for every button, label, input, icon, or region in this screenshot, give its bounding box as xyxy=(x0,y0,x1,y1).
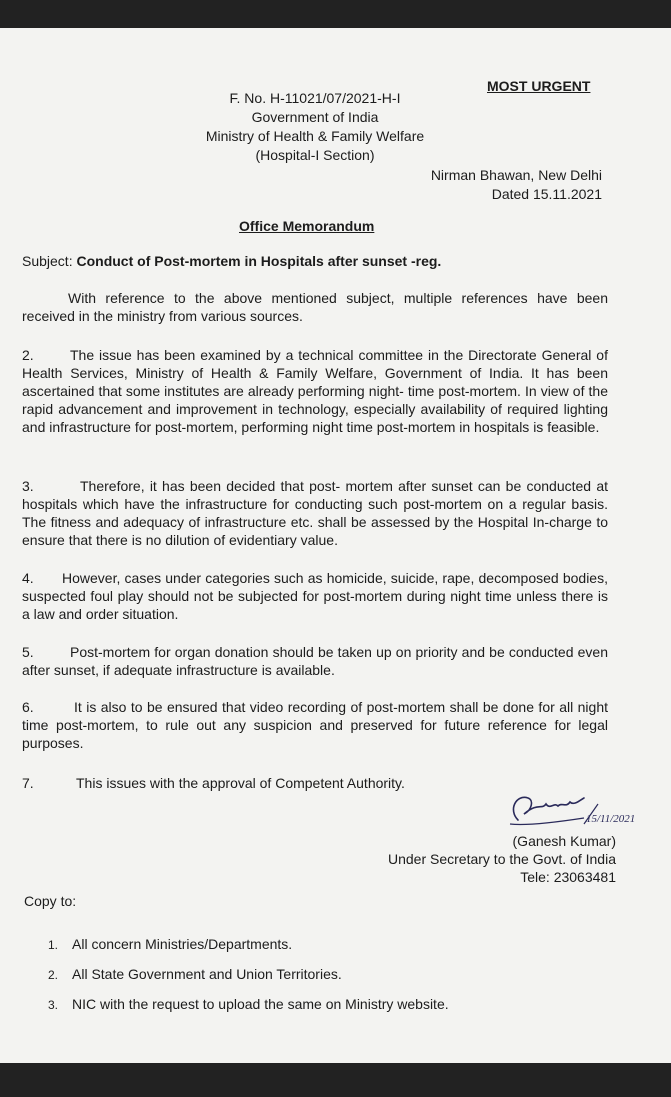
priority-label: MOST URGENT xyxy=(487,78,591,94)
paragraph-text: This issues with the approval of Competent Authority. xyxy=(76,775,405,791)
org-line: (Hospital-I Section) xyxy=(255,147,375,163)
paragraph-text: Therefore, it has been decided that post- mortem after sunset can be conducted at hospitals which have the infrastructure for conducting such post-mortem on a regular basis. The fitness and adequacy of infrastructure etc. shall be assessed by the Hospital In-charge to ensure that there is no dilution of evidentiary value. xyxy=(22,478,608,548)
signatory-tele: Tele: 23063481 xyxy=(520,869,616,885)
subject-label: Subject: xyxy=(22,253,73,269)
paragraph-text: However, cases under categories such as homicide, suicide, rape, decomposed bodies, suspected foul play should not be subjected for post-mortem during night time unless there is a law and order situation. xyxy=(22,570,608,622)
paragraph-number: 7. xyxy=(22,775,34,791)
paragraph-number: 6. xyxy=(22,699,34,715)
subject-text: Conduct of Post-mortem in Hospitals after sunset -reg. xyxy=(76,253,442,269)
paragraph-5 xyxy=(22,643,608,679)
place-date xyxy=(380,166,602,204)
org-line: Government of India xyxy=(251,109,379,125)
bottom-border xyxy=(0,1063,671,1097)
document-type: Office Memorandum xyxy=(239,218,375,234)
paragraph-text: The issue has been examined by a technical committee in the Directorate General of Health Services, Ministry of Health & Family Welfare, Government of India. It has been ascertained that some institutes are already performing night- time post-mortem. In view of the rapid advancement and improvement in technology, especially availability of required lighting and infrastructure for post-mortem, performing night time post-mortem in hospitals is feasible. xyxy=(22,347,608,435)
paragraph-text: Post-mortem for organ donation should be taken up on priority and be conducted even after sunset, if adequate infrastructure is available. xyxy=(22,644,608,678)
paragraph-4 xyxy=(22,569,608,623)
paragraph-number: 3. xyxy=(22,478,34,494)
org-line: Ministry of Health & Family Welfare xyxy=(205,128,425,144)
signatory-designation: Under Secretary to the Govt. of India xyxy=(387,851,616,867)
paragraph-6 xyxy=(22,698,608,752)
file-number: F. No. H-11021/07/2021-H-I xyxy=(229,90,401,106)
list-item: 3. NIC with the request to upload the same on Ministry website. xyxy=(48,996,449,1012)
paragraph-1: With reference to the above mentioned subject, multiple references have been received in the ministry from various sources. xyxy=(22,290,608,324)
paragraph-3 xyxy=(22,477,608,549)
signature-block xyxy=(340,832,616,886)
date: Dated 15.11.2021 xyxy=(491,186,602,202)
subject-line xyxy=(22,253,441,269)
top-border xyxy=(0,0,671,28)
paragraph-number: 4. xyxy=(22,570,34,586)
list-item: 1. All concern Ministries/Departments. xyxy=(48,936,293,952)
paragraph-number: 2. xyxy=(22,347,34,363)
copy-to-list xyxy=(48,930,449,1020)
signature-date: 15/11/2021 xyxy=(586,813,636,825)
paragraph-2 xyxy=(22,346,608,436)
list-item: 2. All State Government and Union Territories. xyxy=(48,966,342,982)
signatory-name: (Ganesh Kumar) xyxy=(512,833,616,849)
letterhead xyxy=(150,89,480,165)
place: Nirman Bhawan, New Delhi xyxy=(430,167,602,183)
copy-to-label: Copy to: xyxy=(24,893,77,909)
handwritten-signature xyxy=(488,780,636,840)
paragraph-number: 5. xyxy=(22,644,34,660)
paragraph-text: It is also to be ensured that video recording of post-mortem shall be done for all night time post-mortem, to rule out any suspicion and preserved for future reference for legal purposes. xyxy=(22,699,608,751)
